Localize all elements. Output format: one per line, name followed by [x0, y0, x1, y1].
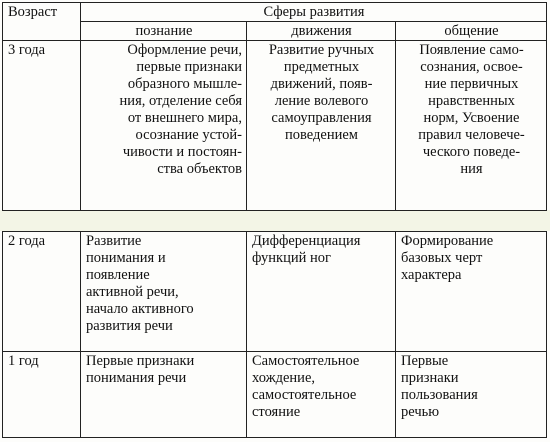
- age-cell: 1 год: [3, 352, 81, 438]
- header-age: Возраст: [3, 3, 81, 41]
- development-table-bottom: [2, 231, 547, 438]
- development-table-top: [2, 2, 547, 211]
- cognition-cell: Оформление речи, первые признаки образного мышле- ния, отделение себя от внешнего мира, осознание устой- чивости и постоян- ства объектов: [81, 41, 247, 211]
- cognition-cell: Развитие понимания и появление активной речи, начало активного развития речи: [81, 232, 247, 352]
- table-row: [3, 352, 547, 438]
- header-cognition: познание: [81, 22, 247, 41]
- age-cell: 3 года: [3, 41, 81, 211]
- communication-cell: Первые признаки пользования речью: [396, 352, 547, 438]
- movement-cell: Дифференциация функций ног: [247, 232, 396, 352]
- age-cell: 2 года: [3, 232, 81, 352]
- page-gap: [0, 210, 550, 231]
- communication-cell: Появление само- сознания, освое- ние первичных нравственных норм, Усвоение правил человече- ческого поведе- ния: [396, 41, 547, 211]
- movement-cell: Развитие ручных предметных движений, появ- ление волевого самоуправления поведением: [247, 41, 396, 211]
- cognition-cell: Первые признаки понимания речи: [81, 352, 247, 438]
- table-row: [3, 41, 547, 211]
- header-spheres: Сферы развития: [81, 3, 547, 22]
- table-row: [3, 232, 547, 352]
- movement-cell: Самостоятельное хождение, самостоятельное стояние: [247, 352, 396, 438]
- header-communication: общение: [396, 22, 547, 41]
- communication-cell: Формирование базовых черт характера: [396, 232, 547, 352]
- header-movement: движения: [247, 22, 396, 41]
